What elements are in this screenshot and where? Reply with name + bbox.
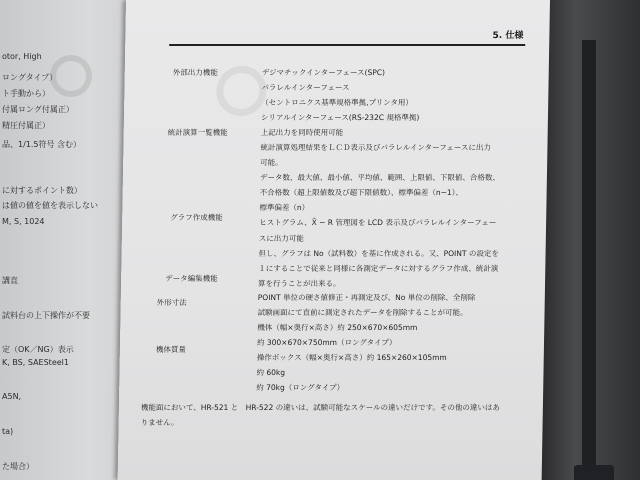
spec-text: 不合格数（超上限値数及び超下限値数）、標準偏差（n−1）、 (259, 188, 464, 197)
left-page-line: 品、1/1.5符号 含む） (2, 140, 82, 149)
spec-label-data-edit: データ編集機能 (165, 274, 218, 283)
spec-text: 機体（幅×奥行×高さ）約 250×670×605mm (257, 323, 418, 332)
left-page-line: ト手動から） (2, 89, 50, 98)
spec-text: （セントロニクス基準規格準拠,プリンタ用） (261, 98, 414, 107)
spec-label-dimensions: 外形寸法 (156, 298, 187, 307)
spec-text: スに出力可能 (258, 234, 304, 243)
spec-text: 操作ボックス（幅×奥行×高さ）約 165×260×105mm (256, 353, 447, 362)
spec-text: 上記出力を同時使用可能 (260, 128, 344, 137)
spec-label-graph: グラフ作成機能 (170, 213, 223, 222)
left-page-line: 精圧付属正） (2, 121, 50, 130)
spec-text: 但し、グラフは No（試料数）を基に作成される。又、POINT の設定を (258, 249, 499, 258)
spec-text: ヒストグラム、X̄ − R 管理図を LCD 表示及びパラレルインターフェー (259, 218, 497, 227)
left-page-line: に対するポイント数） (2, 186, 82, 195)
header-rule (169, 44, 525, 46)
left-page-line: 試料台の上下操作が不要 (2, 311, 90, 320)
spec-text: 統計演算処理結果をＬＣＤ表示及びパラレルインターフェースに出力 (260, 143, 492, 152)
spec-label-statistics: 統計演算一覧機能 (167, 128, 228, 137)
spec-text: POINT 単位の硬さ値修正・再測定及び、No 単位の削除、全削除 (257, 293, 476, 302)
spec-text: 試験画面にて直前に測定されたデータを削除することが可能。 (257, 308, 468, 317)
spec-text: 可能。 (260, 158, 283, 167)
spec-text: 算を行うことが出来る。 (257, 279, 341, 288)
closing-note: りません。 (140, 418, 179, 427)
spec-text: 標準偏差（n） (259, 203, 310, 212)
left-page-line: は値の値を値を表示しない (2, 201, 98, 210)
left-page-line: 付属ロング付属正） (2, 105, 74, 114)
spec-text: パラレルインターフェース (261, 83, 350, 92)
section-title: 5. 仕様 (492, 31, 524, 41)
left-page-line: otor, High (2, 52, 42, 61)
spec-text: デジマチックインターフェース(SPC) (261, 68, 386, 77)
left-page-line: M, S, 1024 (2, 217, 45, 226)
left-page-line: 定（OK／NG）表示 (2, 345, 74, 354)
spec-text: 約 60kg (256, 368, 286, 377)
binder-edge (540, 0, 640, 480)
left-page-line: た場合） (2, 462, 34, 471)
binder-clip (574, 465, 614, 480)
binder-tab (582, 40, 596, 480)
show-through-mark (216, 66, 267, 116)
spec-label-external-output: 外部出力機能 (172, 68, 218, 77)
spec-text: 約 70kg（ロングタイプ） (256, 383, 345, 392)
document-page (118, 0, 550, 480)
left-page-line: A5N, (2, 392, 22, 401)
spec-label-mass: 機体質量 (155, 345, 186, 354)
spec-text: 約 300×670×750mm（ロングタイプ） (256, 338, 397, 347)
left-page-line: 講直 (2, 276, 18, 285)
closing-note: 機能面において、HR-521 と HR-522 の違いは、試験可能なスケールの違いだけです。その他の違いはあ (140, 403, 500, 412)
left-page-line: K, BS, SAESteel1 (2, 358, 69, 367)
left-page-line: ロングタイプ） (2, 73, 58, 82)
spec-text: １にすることで従来と同様に各測定データに対するグラフ作成、統計演 (258, 264, 499, 273)
left-page-line: ta) (2, 427, 14, 436)
spec-text: シリアルインターフェース(RS-232C 規格準拠) (260, 113, 420, 122)
spec-text: データ数、最大値、最小値、平均値、範囲、上限値、下限値、合格数、 (259, 173, 500, 182)
